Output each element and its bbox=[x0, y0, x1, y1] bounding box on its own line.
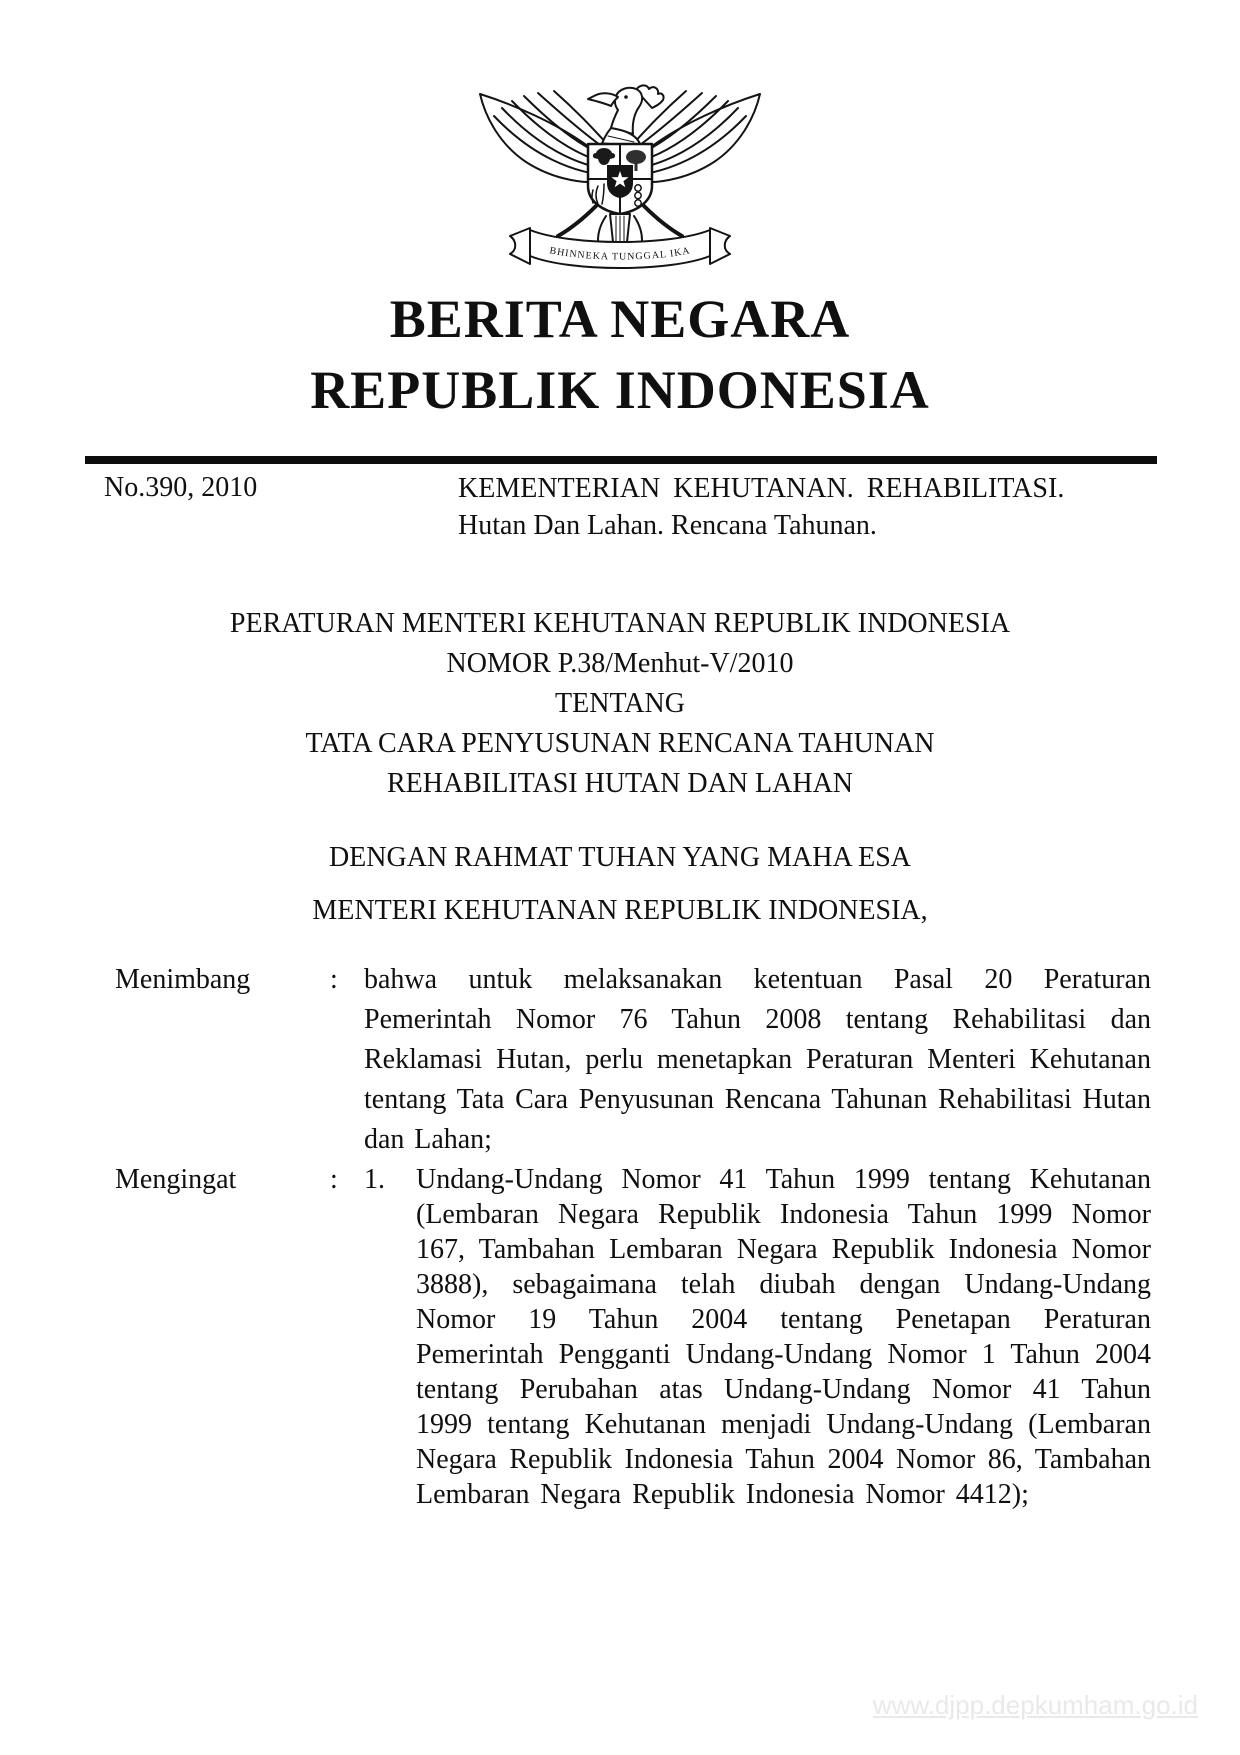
masthead-title bbox=[0, 284, 1240, 426]
clause-colon: : bbox=[330, 964, 338, 995]
pancasila-shield bbox=[588, 144, 652, 214]
clause-menimbang bbox=[115, 960, 1151, 1160]
regulation-subject-line2: REHABILITASI HUTAN DAN LAHAN bbox=[386, 768, 854, 799]
garuda-head bbox=[588, 85, 664, 134]
invocation-line: DENGAN RAHMAT TUHAN YANG MAHA ESA bbox=[328, 842, 912, 873]
garuda-left-leg bbox=[558, 206, 596, 236]
masthead-divider-rule bbox=[85, 456, 1157, 464]
clause-text: Undang-Undang Nomor 41 Tahun 1999 tentang Kehutanan (Lembaran Negara Republik Indonesia Tahun 1999 Nomor 167, Tambahan Lembaran Negara Republik Indonesia Nomor 3888), sebagaimana telah diubah dengan Undang-Undang Nomor 19 Tahun 2004 tentang Penetapan Peraturan Pemerintah Pengganti Undang-Undang Nomor 1 Tahun 2004 tentang Perubahan atas Undang-Undang Nomor 41 Tahun 1999 tentang Kehutanan menjadi Undang-Undang (Lembaran Negara Republik Indonesia Tahun 2004 Nomor 86, Tambahan Lembaran Negara Republik Indonesia Nomor 4412); bbox=[416, 1164, 1151, 1510]
authority-line: MENTERI KEHUTANAN REPUBLIK INDONESIA, bbox=[312, 895, 928, 926]
subject-line2: Hutan Dan Lahan. Rencana Tahunan. bbox=[458, 510, 877, 541]
clause-numbered-item bbox=[364, 1162, 1151, 1512]
subject-abstract bbox=[458, 470, 1158, 544]
regulation-number-line: NOMOR P.38/Menhut-V/2010 bbox=[446, 648, 794, 679]
clause-label: Menimbang bbox=[115, 964, 251, 995]
garuda-right-leg bbox=[644, 206, 682, 236]
masthead-title-line1: BERITA NEGARA bbox=[389, 289, 851, 349]
subject-line1: KEMENTERIAN KEHUTANAN. REHABILITASI. bbox=[458, 473, 1065, 504]
issue-number: No.390, 2010 bbox=[104, 472, 258, 503]
garuda-pancasila-icon bbox=[470, 80, 770, 272]
garuda-pancasila-emblem bbox=[470, 80, 770, 272]
clause-label: Mengingat bbox=[115, 1164, 237, 1195]
watermark-url: www.djpp.depkumham.go.id bbox=[872, 1690, 1198, 1720]
regulation-title-line: PERATURAN MENTERI KEHUTANAN REPUBLIK INDONESIA bbox=[229, 608, 1011, 639]
regulation-tentang-line: TENTANG bbox=[555, 688, 685, 719]
motto-text: BHINNEKA TUNGGAL IKA bbox=[548, 245, 692, 263]
item-number: 1. bbox=[364, 1164, 385, 1195]
regulation-subject-line1: TATA CARA PENYUSUNAN RENCANA TAHUNAN bbox=[305, 728, 935, 759]
regulation-heading bbox=[0, 604, 1240, 931]
masthead-title-line2: REPUBLIK INDONESIA bbox=[310, 360, 930, 420]
clause-mengingat bbox=[115, 1162, 1151, 1512]
clause-colon: : bbox=[330, 1164, 338, 1195]
clause-text: bahwa untuk melaksanakan ketentuan Pasal 20 Peraturan Pemerintah Nomor 76 Tahun 2008 tentang Rehabilitasi dan Reklamasi Hutan, perlu menetapkan Peraturan Menteri Kehutanan tentang Tata Cara Penyusunan Rencana Tahunan Rehabilitasi Hutan dan Lahan; bbox=[364, 964, 1151, 1155]
